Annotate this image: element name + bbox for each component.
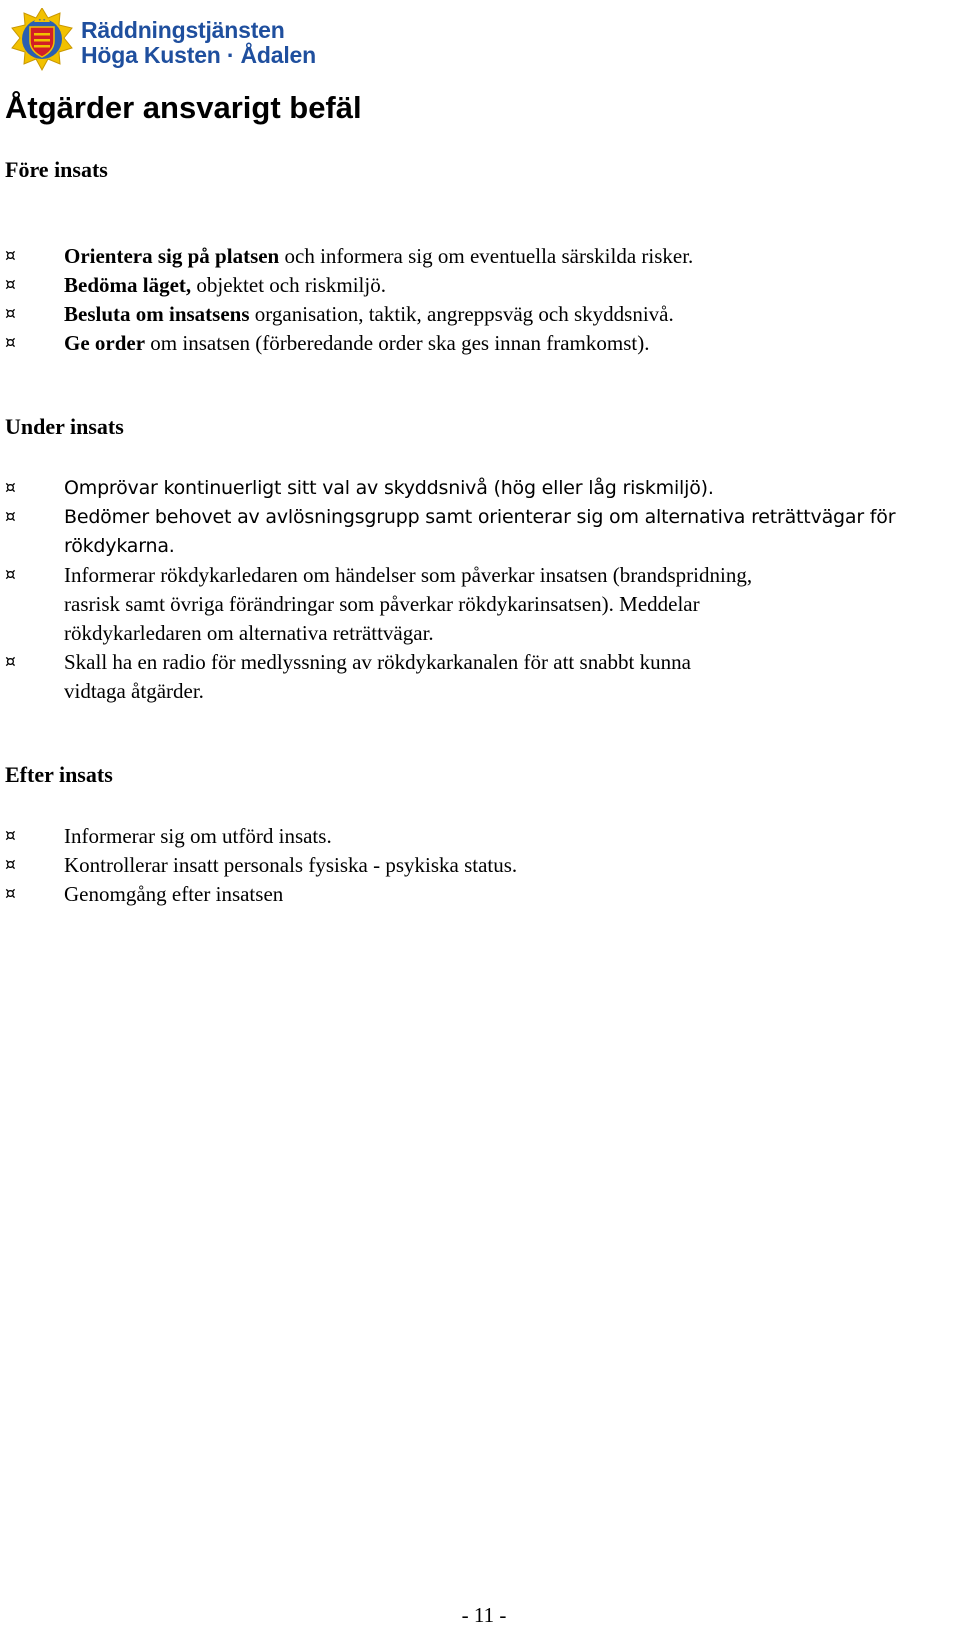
- item-text: Informerar rökdykarledaren om händelser som påverkar insatsen (brandspridning, rasrisk samt övriga förändringar som påverkar rökdykarinsatsen). Meddelar rökdykarledaren om alternativa reträttvägar.: [64, 563, 753, 645]
- list-item: [0, 822, 960, 851]
- item-text: om insatsen (förberedande order ska ges innan framkomst).: [145, 331, 650, 355]
- item-text: Skall ha en radio för medlyssning av rökdykarkanalen för att snabbt kunna vidtaga åtgärder.: [64, 650, 691, 703]
- bullet-icon: ¤: [5, 855, 16, 875]
- list-item: [0, 474, 960, 503]
- list-item: [0, 503, 960, 561]
- item-text: Informerar sig om utförd insats.: [64, 824, 332, 848]
- bullet-icon: ¤: [5, 304, 16, 324]
- item-text: Genomgång efter insatsen: [64, 882, 284, 906]
- logo-line-1: Räddningstjänsten: [81, 17, 285, 43]
- bullet-icon: ¤: [5, 275, 16, 295]
- bullet-icon: ¤: [5, 246, 16, 266]
- list-item: [0, 242, 960, 271]
- bullet-icon: ¤: [5, 478, 16, 498]
- bullet-icon: ¤: [5, 652, 16, 672]
- list-item: [0, 851, 960, 880]
- after-action-list: [0, 822, 960, 909]
- bullet-icon: ¤: [5, 333, 16, 353]
- logo-line-2: Höga Kusten · Ådalen: [81, 42, 316, 68]
- organization-logo: [10, 8, 316, 74]
- bullet-icon: ¤: [5, 826, 16, 846]
- item-emphasis: Besluta om insatsens: [64, 302, 250, 326]
- list-item: [0, 880, 960, 909]
- item-emphasis: Orientera sig på platsen: [64, 244, 280, 268]
- item-text: organisation, taktik, angreppsväg och skyddsnivå.: [249, 302, 674, 326]
- page-number: - 11 -: [461, 1603, 507, 1627]
- item-text: Kontrollerar insatt personals fysiska - psykiska status.: [64, 853, 518, 877]
- item-text: objektet och riskmiljö.: [191, 273, 386, 297]
- item-text: Omprövar kontinuerligt sitt val av skyddsnivå (hög eller låg riskmiljö).: [64, 477, 714, 499]
- item-emphasis: Ge order: [64, 331, 146, 355]
- page-title: Åtgärder ansvarigt befäl: [5, 90, 362, 125]
- list-item: [0, 648, 960, 706]
- section-heading-before: Före insats: [5, 157, 108, 182]
- section-heading-during: Under insats: [5, 414, 124, 439]
- fire-badge-icon: [10, 8, 74, 74]
- bullet-icon: ¤: [5, 507, 16, 527]
- during-action-list: [0, 474, 960, 706]
- logo-wordmark: [81, 18, 316, 68]
- bullet-icon: ¤: [5, 884, 16, 904]
- bullet-icon: ¤: [5, 565, 16, 585]
- list-item: [0, 329, 960, 358]
- list-item: [0, 561, 960, 648]
- item-text: och informera sig om eventuella särskilda risker.: [279, 244, 694, 268]
- before-action-list: [0, 242, 960, 358]
- item-emphasis: Bedöma läget,: [64, 273, 192, 297]
- item-text: Bedömer behovet av avlösningsgrupp samt orienterar sig om alternativa reträttvägar för rökdykarna.: [64, 506, 896, 557]
- list-item: [0, 271, 960, 300]
- list-item: [0, 300, 960, 329]
- section-heading-after: Efter insats: [5, 762, 113, 787]
